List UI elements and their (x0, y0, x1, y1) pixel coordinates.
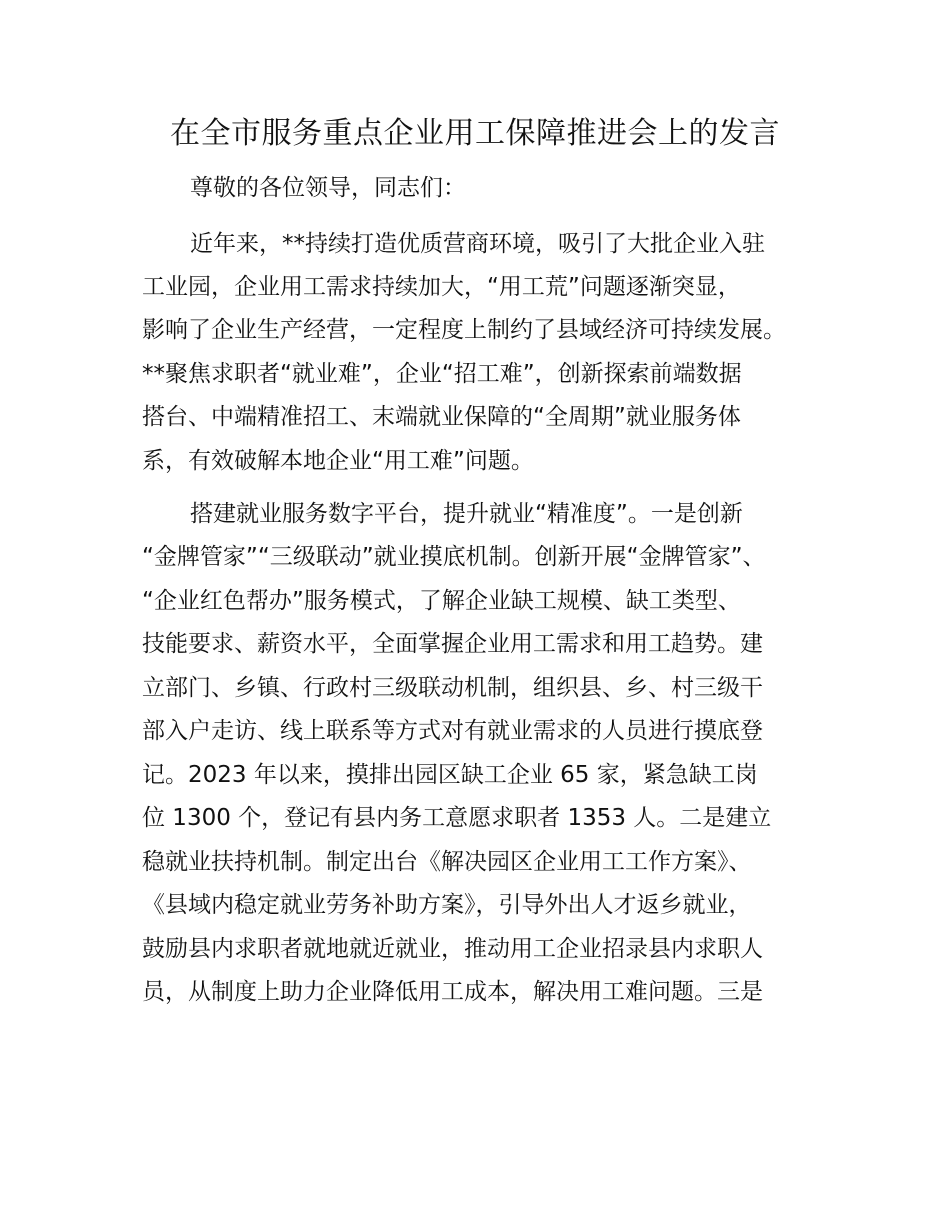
paragraph-line: 《县域内稳定就业劳务补助方案》，引导外出人才返乡就业， (142, 892, 752, 918)
page-title: 在全市服务重点企业用工保障推进会上的发言 (170, 116, 780, 151)
paragraph-line: 部入户走访、线上联系等方式对有就业需求的人员进行摸底登 (142, 718, 763, 744)
paragraph-line: **聚焦求职者“就业难”，企业“招工难”，创新探索前端数据 (142, 361, 742, 387)
paragraph-line: 技能要求、薪资水平，全面掌握企业用工需求和用工趋势。建 (142, 631, 763, 657)
paragraph-line: 员，从制度上助力企业降低用工成本，解决用工难问题。三是 (142, 979, 763, 1005)
paragraph-line: 搭台、中端精准招工、末端就业保障的“全周期”就业服务体 (142, 404, 741, 430)
paragraph-line: 系，有效破解本地企业“用工难”问题。 (142, 448, 534, 474)
paragraph-line: 立部门、乡镇、行政村三级联动机制，组织县、乡、村三级干 (142, 675, 763, 701)
paragraph-line: 近年来，**持续打造优质营商环境，吸引了大批企业入驻 (190, 231, 765, 257)
paragraph-line: 工业园，企业用工需求持续加大，“用工荒”问题逐渐突显， (142, 274, 741, 300)
paragraph-line: 搭建就业服务数字平台，提升就业“精准度”。一是创新 (190, 501, 743, 527)
paragraph-line: 稳就业扶持机制。制定出台《解决园区企业用工工作方案》、 (142, 849, 752, 875)
paragraph-line: 位 1300 个，登记有县内务工意愿求职者 1353 人。二是建立 (142, 805, 772, 831)
paragraph-line: “企业红色帮办”服务模式，了解企业缺工规模、缺工类型、 (142, 588, 741, 614)
greeting: 尊敬的各位领导，同志们： (190, 175, 466, 201)
paragraph-line: 记。2023 年以来，摸排出园区缺工企业 65 家，紧急缺工岗 (142, 762, 758, 788)
paragraph-line: “金牌管家”“三级联动”就业摸底机制。创新开展“金牌管家”、 (142, 544, 766, 570)
paragraph-line: 影响了企业生产经营，一定程度上制约了县域经济可持续发展。 (142, 317, 786, 343)
paragraph-line: 鼓励县内求职者就地就近就业，推动用工企业招录县内求职人 (142, 936, 763, 962)
